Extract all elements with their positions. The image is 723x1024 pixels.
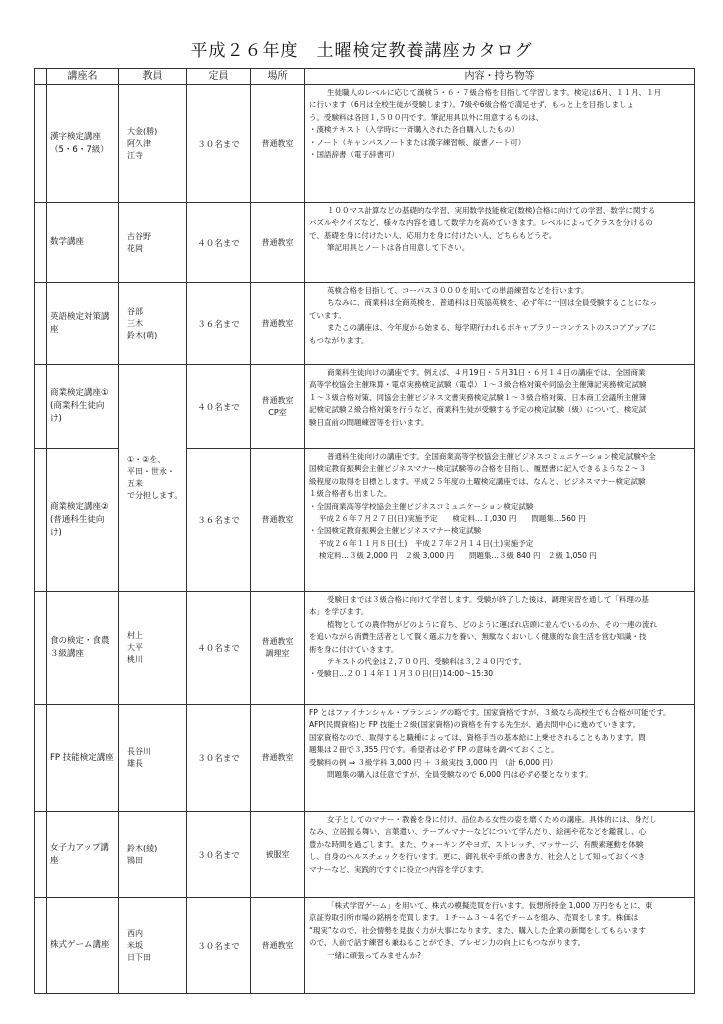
teacher-name: 米坂 (127, 940, 143, 950)
row-marker (35, 85, 47, 203)
course-teachers (119, 812, 187, 898)
table-header-row (35, 69, 695, 85)
teacher-note: で分担します。 (127, 491, 183, 500)
place-name: 普通教室 (261, 637, 294, 646)
course-teachers (119, 203, 187, 283)
content-line: う。受験料は各回１,５００円です。筆記用具以外に用意するものは、 (309, 112, 544, 122)
content-line: AFP(民間資格)と FP 技能士２級(国家資格)の資格を有する先生が、過去問中心に進めていきます。 (309, 720, 641, 730)
course-place (251, 283, 305, 365)
teacher-name: 鈴木(綾) (127, 843, 158, 853)
row-marker (35, 203, 47, 283)
table-row (35, 812, 695, 898)
teacher-name: 大平 (127, 643, 143, 652)
course-place (251, 898, 305, 994)
teacher-name: 花岡 (127, 243, 143, 253)
course-name-line: 漢字検定講座 (50, 131, 102, 142)
course-content (305, 705, 695, 812)
content-line: １級合格者も出ました。 (309, 489, 392, 499)
content-line: し、自身のヘルスチェックを行います。更に、御礼状や手紙の書き方、社会人として知っておくべき (309, 852, 646, 862)
table-row (35, 705, 695, 812)
course-capacity: ４０名まで (187, 592, 251, 705)
content-line: ・全国商業高等学校協会主催ビジネスコミュニケーション検定試験 (309, 501, 534, 511)
header-blank (35, 69, 47, 85)
table-row (35, 85, 695, 203)
content-line: FP とはファイナンシャル・プランニングの略です。国家資格ですが、３級なら高校生でも合格が可能です。 (309, 708, 671, 717)
course-name-line: 英語検定対策講座 (50, 311, 110, 335)
table-row (35, 898, 695, 994)
table-row (35, 203, 695, 283)
content-line: ・全国検定教育振興会主催ビジネスマナー検定試験 (309, 526, 482, 536)
course-content (305, 365, 695, 449)
content-line: ・国語辞書（電子辞書可） (309, 150, 399, 160)
place-name: 普通教室 (261, 515, 294, 524)
teacher-name: 日下田 (127, 952, 151, 962)
content-line: 検定料…３級 2,000 円 ２級 3,000 円 問題集…３級 840 円 ２級 1,050 円 (319, 551, 597, 561)
content-line: 術を身に付けていきます。 (309, 644, 399, 654)
place-name: 普通教室 (261, 237, 294, 247)
row-marker (35, 449, 47, 592)
course-name (47, 203, 119, 283)
course-name-line: 商業検定講座② (50, 501, 109, 512)
place-name: 普通教室 (261, 940, 294, 950)
course-name-line: FP 技能検定講座 (50, 752, 114, 763)
content-line: ています。 (309, 310, 346, 320)
course-capacity: ３６名まで (187, 449, 251, 592)
course-place (251, 365, 305, 449)
table-row (35, 592, 695, 705)
content-line: パズルやクイズなど、様々な内容を通して数学力を高めていきます。レベルによってクラスを分けるの (309, 218, 653, 228)
course-capacity: ３６名まで (187, 283, 251, 365)
course-teachers (119, 283, 187, 365)
course-name-line: 株式ゲーム講座 (50, 940, 110, 950)
header-teacher: 教員 (119, 69, 187, 85)
content-line: 商業科生徒向けの講座です。例えば、４月19日・５月31日・６月１４日の講座では、全国商業 (327, 368, 646, 377)
content-line: ので、人前で話す練習も兼ねることができ、プレゼン力の向上にもつながります。 (309, 938, 586, 948)
content-line: 平成２６年７月２７日(日)実施予定 検定料…１,030 円 問題集…560 円 (319, 514, 586, 524)
content-line: ちなみに、商業科は全商英検を、普通科は日英協英検を、必ず年に一回は全員受験することになっ (327, 298, 657, 308)
course-content (305, 898, 695, 994)
course-teachers (119, 898, 187, 994)
course-teachers (119, 85, 187, 203)
content-line: 「株式学習ゲーム」を用いて、株式の模擬売買を行います。仮想所持金 1,000 万円をもとに、東 (327, 901, 653, 910)
course-place (251, 592, 305, 705)
course-content (305, 203, 695, 283)
content-line: もつながります。 (309, 335, 369, 345)
content-line: で、基礎を身に付けたい人、応用力を身に付けたい人、どちらもどうぞ。 (309, 230, 557, 240)
content-line: 一緒に頑張ってみませんか? (327, 950, 421, 960)
header-capacity: 定員 (187, 69, 251, 85)
content-line: 高等学校協会主催珠算・電卓実務検定試験（電卓）１～３級合格対策や同協会主催簿記実務検定試験 (309, 380, 647, 390)
content-line: 豊かな時間を過ごします。また、ウォーキングやヨガ、ストレッチ、マッサージ、有酸素運動を体験 (309, 839, 644, 849)
course-place (251, 812, 305, 898)
course-name (47, 592, 119, 705)
row-marker (35, 812, 47, 898)
course-name-line: (普通科生徒向け) (50, 514, 105, 538)
content-line: 女子としてのマナー・教養を身に付け、品位ある女性の姿を磨くための講座。具体的には、身だし (327, 815, 657, 824)
place-name: 普通教室 (261, 318, 294, 328)
course-name-line: 数学講座 (50, 237, 85, 247)
course-name (47, 365, 119, 449)
content-line: ・漢検テキスト（入学時に一斉購入された各自購入したもの） (309, 125, 519, 135)
content-line: 験日直前の問題練習等を行います。 (309, 417, 429, 427)
header-content: 内容・持ち物等 (305, 69, 695, 85)
course-content (305, 449, 695, 592)
course-content (305, 592, 695, 705)
course-capacity: ３０名まで (187, 85, 251, 203)
course-name (47, 85, 119, 203)
course-name (47, 449, 119, 592)
content-line: ・受験日…２０１４年１１月３０日(日)14:00～15:30 (309, 669, 494, 679)
teacher-name: 鈴木(萌) (127, 330, 158, 340)
teacher-name: 阿久津 (127, 138, 151, 148)
content-line: 級程度の取得を目標とします。平成２５年度の土曜検定講座では、なんと、ビジネスマナー検定試験 (309, 476, 646, 486)
header-name: 講座名 (47, 69, 119, 85)
course-name-line: （5・6・7級） (50, 144, 109, 155)
content-line: 筆記用具とノートは各自用意して下さい。 (327, 243, 470, 253)
content-line: を追いながら消費生活者として賢く選ぶ力を養い、無駄なくおいしく健康的な食生活を営む知識・技 (309, 632, 647, 642)
header-place: 場所 (251, 69, 305, 85)
course-place (251, 203, 305, 283)
teacher-note: ①・②を、 (127, 455, 166, 464)
place-name: 普通教室 (261, 138, 294, 148)
content-line: マナーなど、実践的ですぐに役立つ内容を学びます。 (309, 864, 489, 874)
content-line: 国検定教育振興会主催ビジネスマナー検定試験等の合格を目指し、履歴書に記入できるような２～３ (309, 464, 647, 474)
course-teachers-shared (119, 365, 187, 592)
content-line: 受験日までは３級合格に向けて学習します。受験が終了した後は、調理実習を通して「料理の基 (327, 595, 649, 604)
course-name-line: (商業科生徒向け) (50, 401, 105, 424)
course-content (305, 283, 695, 365)
place-name: CP室 (268, 407, 287, 417)
content-line: テキストの代金は２,７００円、受験料は３,２４０円です。 (327, 657, 527, 667)
row-marker (35, 283, 47, 365)
teacher-name: 鴇田 (127, 855, 143, 865)
course-capacity: ３０名まで (187, 898, 251, 994)
course-place (251, 85, 305, 203)
course-name-line: ３級講座 (50, 649, 85, 659)
teacher-name: 西内 (127, 928, 143, 938)
course-place (251, 705, 305, 812)
content-line: 英検合格を目指して、コーパス３０００を用いての単語練習などを行います。 (327, 286, 589, 295)
course-name (47, 898, 119, 994)
content-line: 受験料の例 ⇒ ３級学科 3,000 円 ＋ ３級実技 3,000 円 （計 6,000 円） (309, 757, 558, 767)
teacher-name: 古谷野 (127, 231, 151, 241)
teacher-name: 長谷川 (127, 747, 151, 756)
teacher-name: 村上 (127, 631, 143, 640)
content-line: 平成２６年１１月８日(土) 平成２７年２月１４日(土)実施予定 (319, 538, 534, 548)
content-line: 生徒職人のレベルに応じて漢検５・６・７級合格を目指して学習します。検定は6月、１１月、１月 (327, 88, 662, 97)
course-catalog-table (34, 68, 695, 994)
course-place (251, 449, 305, 592)
course-name (47, 705, 119, 812)
course-name (47, 283, 119, 365)
course-teachers (119, 592, 187, 705)
course-capacity: ３０名まで (187, 812, 251, 898)
row-marker (35, 705, 47, 812)
content-line: 国家資格なので、取得すると職種によっては、資格手当の基本給に上乗せされることもあります。問 (309, 732, 646, 742)
table-row (35, 283, 695, 365)
content-line: またこの講座は、今年度から始まる、毎学期行われるボキャブラリーコンテストのスコアアップに (327, 323, 657, 333)
teacher-name: 大金(勝) (127, 126, 158, 136)
course-content (305, 812, 695, 898)
place-name: 調理室 (265, 649, 290, 658)
content-line: 植物としての農作物がどのように育ち、どのように運ばれ店頭に並んでいるのか、その一連の流れ (327, 619, 657, 629)
content-line: 普通科生徒向けの講座です。全国商業高等学校協会主催ビジネスコミュニケーション検定試験や全 (327, 452, 656, 461)
course-name-line: 商業検定講座① (50, 388, 109, 398)
place-name: 普通教室 (261, 395, 294, 405)
teacher-note: 平田・世永・ (127, 467, 175, 476)
course-capacity: ４０名まで (187, 365, 251, 449)
row-marker (35, 592, 47, 705)
course-capacity: ４０名まで (187, 203, 251, 283)
teacher-note: 五来 (127, 479, 143, 488)
teacher-name: 雄長 (127, 759, 143, 768)
course-name-line: 女子力アップ講座 (50, 842, 109, 866)
course-teachers (119, 705, 187, 812)
page-title: 平成２６年度 土曜検定教養講座カタログ (190, 41, 533, 61)
course-content (305, 85, 695, 203)
content-line: “現実”なので、社会情勢を見抜く力が大事になります。また、購入した企業の新聞をしてもらいます (309, 925, 647, 935)
course-name (47, 812, 119, 898)
row-marker (35, 365, 47, 449)
content-line: 京証券取引所市場の銘柄を売買します。１チーム３～４名でチームを組み、売買をします。株価は (309, 913, 639, 923)
place-name: 普通教室 (261, 753, 294, 762)
teacher-name: 江寺 (127, 150, 143, 160)
course-capacity: ３０名まで (187, 705, 251, 812)
content-line: 本」を学びます。 (309, 607, 369, 617)
content-line: なみ、立居振る舞い、言葉遣い、テーブルマナーなどについて学んだり、絵画や花などを鑑賞し、心 (309, 827, 647, 837)
table-row (35, 365, 695, 449)
content-line: に行います（6月は全校生徒が受験します）。7級や6級合格で満足せず、もっと上を目指しましょ (309, 100, 634, 110)
content-line: １～３級合格対策、同協会主催ビジネス文書実務検定試験１～３級合格対策、日本商工会議所主催簿 (309, 392, 647, 402)
teacher-name: 谷部 (127, 306, 143, 316)
content-line: 題集は２冊で３,355 円です。希望者は必ず FP の意味を調べておくこと。 (309, 745, 559, 755)
teacher-name: 桃川 (127, 655, 143, 664)
content-line: ・ノート（キャンパスノートまたは漢字練習帳、縦書ノート可） (309, 137, 526, 147)
course-name-line: 食の検定・食農 (50, 636, 110, 646)
content-line: 問題集の購入は任意ですが、全員受験なので 6,000 円は必ず必要となります。 (327, 770, 593, 780)
row-marker (35, 898, 47, 994)
teacher-name: 三木 (127, 318, 143, 328)
content-line: １００マス計算などの基礎的な学習、実用数学技能検定(数検)合格に向けての学習、数学に関する (327, 206, 656, 215)
place-name: 被服室 (265, 849, 290, 859)
content-line: 記検定試験２級合格対策を行うなど、商業科生徒が受験する予定の検定試験（級）について、検定試 (309, 405, 647, 415)
